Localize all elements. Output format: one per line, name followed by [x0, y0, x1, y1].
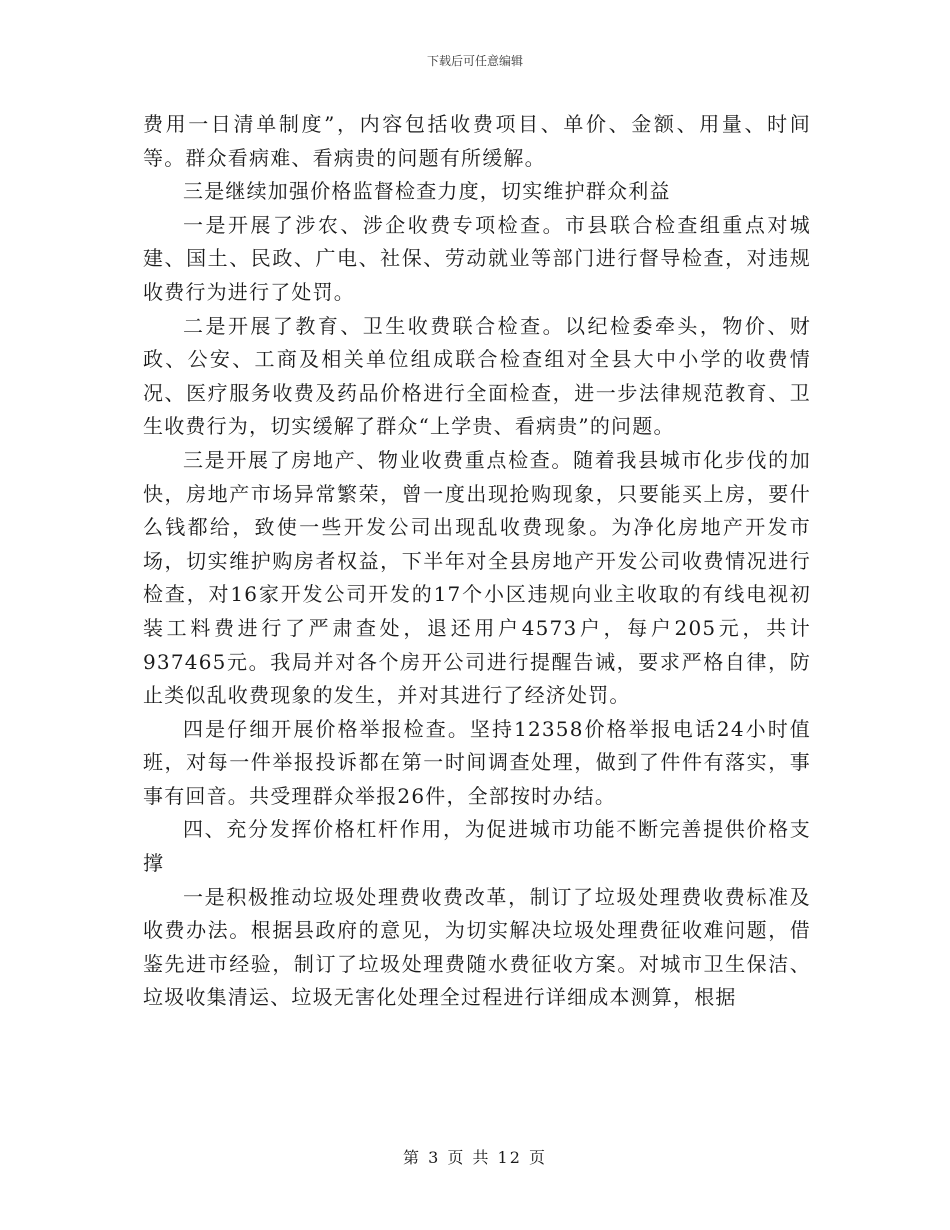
page-header: 下载后可任意编辑 [426, 54, 523, 68]
body-text [143, 108, 811, 1015]
paragraph-item-two: 二是开展了教育、卫生收费联合检查。以纪检委牵头，物价、财政、公安、工商及相关单位组成联合检查组对全县大中小学的收费情况、医疗服务收费及药品价格进行全面检查，进一步法律规范教育、卫生收费行为，切实缓解了群众“上学贵、看病贵”的问题。 [143, 313, 811, 439]
paragraph-item-one: 一是开展了涉农、涉企收费专项检查。市县联合检查组重点对城建、国土、民政、广电、社保、劳动就业等部门进行督导检查，对违规收费行为进行了处罚。 [143, 212, 811, 304]
paragraph-item-three: 三是开展了房地产、物业收费重点检查。随着我县城市化步伐的加快，房地产市场异常繁荣，曾一度出现抢购现象，只要能买上房，要什么钱都给，致使一些开发公司出现乱收费现象。为净化房地产开发市场，切实维护购房者权益，下半年对全县房地产开发公司收费情况进行检查，对16家开发公司开发的17个小区违规向业主收取的有线电视初装工料费进行了严肃查处，退还用户4573户，每户205元，共计937465元。我局并对各个房开公司进行提醒告诫，要求严格自律，防止类似乱收费现象的发生，并对其进行了经济处罚。 [143, 447, 811, 708]
paragraph-item-one-b: 一是积极推动垃圾处理费收费改革，制订了垃圾处理费收费标准及收费办法。根据县政府的意见，为切实解决垃圾处理费征收难问题，借鉴先进市经验，制订了垃圾处理费随水费征收方案。对城市卫生保洁、垃圾收集清运、垃圾无害化处理全过程进行详细成本测算，根据 [143, 884, 811, 1010]
section-heading-four: 四、充分发挥价格杠杆作用，为促进城市功能不断完善提供价格支撑 [143, 817, 811, 876]
page-footer: 第 3 页 共 12 页 [403, 1148, 547, 1167]
section-heading-three: 三是继续加强价格监督检查力度，切实维护群众利益 [183, 179, 671, 204]
paragraph-continuation: 费用一日清单制度”，内容包括收费项目、单价、金额、用量、时间等。群众看病难、看病贵的问题有所缓解。 [143, 112, 811, 170]
paragraph-item-four: 四是仔细开展价格举报检查。坚持12358价格举报电话24小时值班，对每一件举报投诉都在第一时间调查处理，做到了件件有落实，事事有回音。共受理群众举报26件，全部按时办结。 [143, 716, 811, 808]
